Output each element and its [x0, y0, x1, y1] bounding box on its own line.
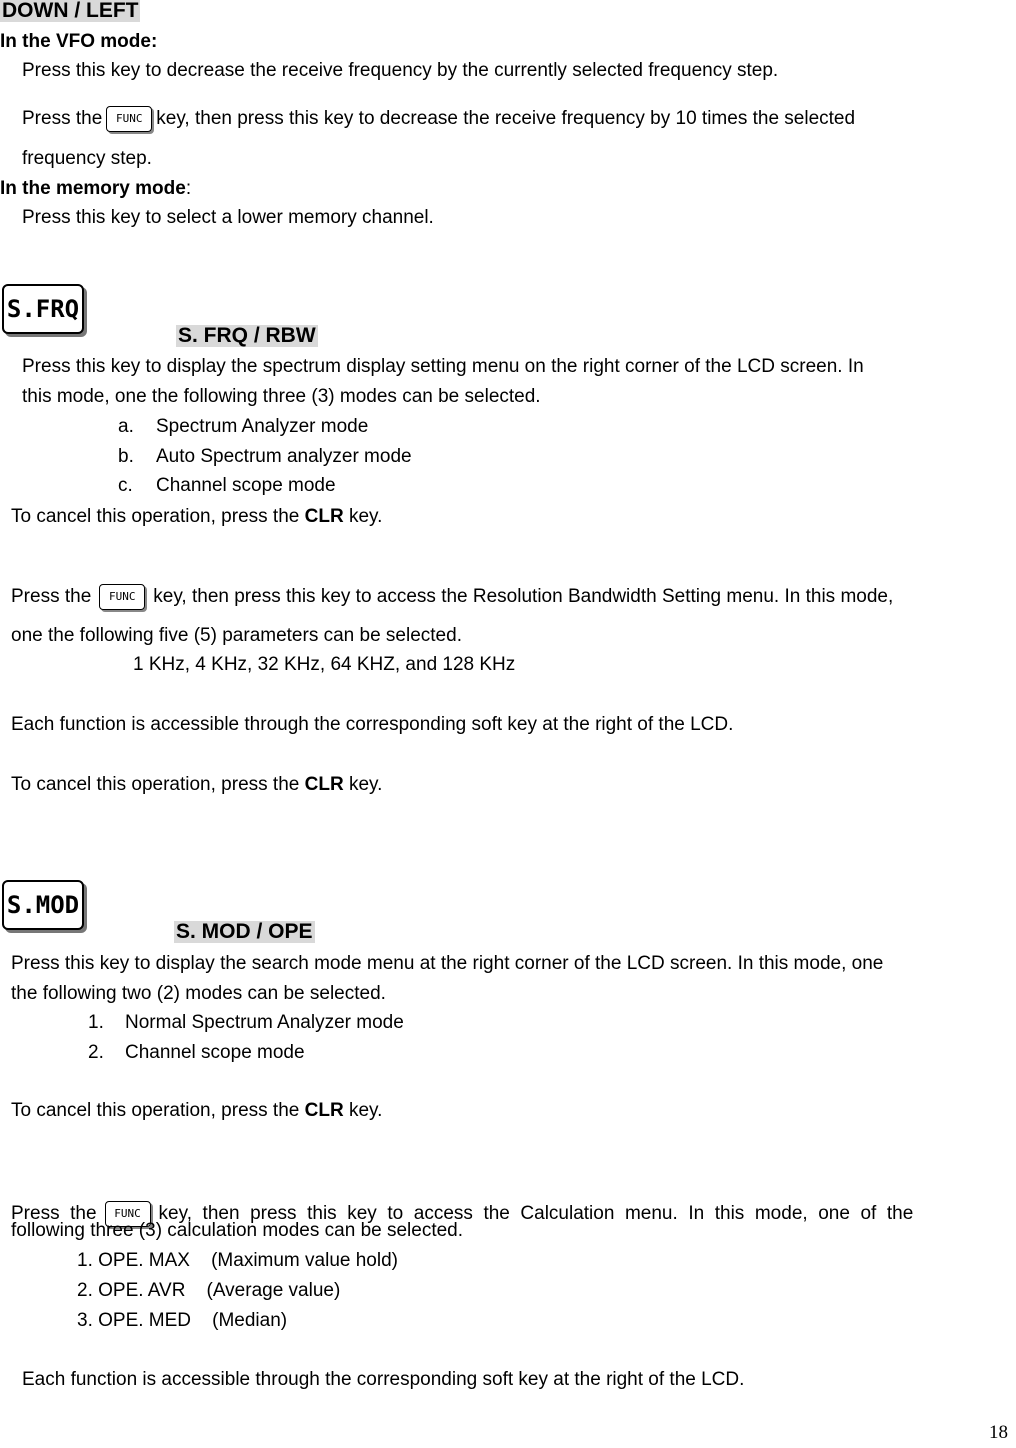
- func-key-icon: FUNC: [106, 106, 152, 132]
- vfo-paragraph-1: Press this key to decrease the receive frequency by the currently selected frequency step.: [22, 60, 779, 81]
- vfo-p2-pre: Press the: [22, 108, 103, 130]
- sfrq-mode-item: a. Spectrum Analyzer mode: [118, 416, 369, 437]
- memory-mode-colon: :: [185, 178, 192, 199]
- section-title-down-left: DOWN / LEFT: [2, 0, 139, 22]
- smod-func-paragraph: Press the FUNC key, then press this key to access the Calculation menu. In this mode, one of the: [11, 1179, 913, 1227]
- vfo-mode-heading: In the VFO mode:: [0, 31, 158, 52]
- smod-paragraph-line-2: the following two (2) modes can be selected.: [11, 983, 386, 1004]
- memory-paragraph: Press this key to select a lower memory channel.: [22, 207, 434, 228]
- vfo-paragraph-2: [22, 106, 855, 132]
- calc-mode-item: 1. OPE. MAX (Maximum value hold): [77, 1250, 398, 1271]
- calc-mode-item: 3. OPE. MED (Median): [77, 1310, 288, 1331]
- smod-paragraph-line-1: Press this key to display the search mode menu at the right corner of the LCD screen. In this mode, one: [11, 953, 884, 974]
- calc-mode-item: 2. OPE. AVR (Average value): [77, 1280, 341, 1301]
- section-title-s-mod-ope: S. MOD / OPE: [176, 920, 313, 943]
- sfrq-mode-item: c. Channel scope mode: [118, 475, 336, 496]
- func-key-icon: FUNC: [105, 1201, 151, 1227]
- smod-softkey-note: Each function is accessible through the corresponding soft key at the right of the LCD.: [22, 1369, 745, 1390]
- sfrq-cancel-line: To cancel this operation, press the CLR key.: [11, 506, 383, 527]
- page-number: 18: [989, 1422, 1008, 1443]
- vfo-p2-post: key, then press this key to decrease the receive frequency by 10 times the selected: [156, 108, 856, 130]
- section-title-s-frq-rbw: S. FRQ / RBW: [178, 324, 316, 347]
- clr-key-label: CLR: [304, 774, 344, 795]
- s-mod-key-icon: S.MOD: [2, 880, 84, 930]
- sfrq-mode-item: b. Auto Spectrum analyzer mode: [118, 446, 412, 467]
- sfrq-softkey-note: Each function is accessible through the corresponding soft key at the right of the LCD.: [11, 714, 734, 735]
- s-frq-key-icon: S.FRQ: [2, 284, 84, 334]
- sfrq-func-paragraph-cont: one the following five (5) parameters can be selected.: [11, 625, 462, 646]
- sfrq-func-paragraph: Press the FUNC key, then press this key to access the Resolution Bandwidth Setting menu. In this mode,: [11, 584, 893, 610]
- sfrq-cancel-line-2: To cancel this operation, press the CLR key.: [11, 774, 383, 795]
- smod-cancel-line: To cancel this operation, press the CLR key.: [11, 1100, 383, 1121]
- smod-mode-item: 2. Channel scope mode: [88, 1042, 305, 1063]
- vfo-p2-continued: frequency step.: [22, 148, 152, 169]
- clr-key-label: CLR: [304, 1100, 344, 1121]
- func-key-icon: FUNC: [99, 584, 145, 610]
- sfrq-paragraph-line-2: this mode, one the following three (3) modes can be selected.: [22, 386, 541, 407]
- smod-func-paragraph-cont: following three (3) calculation modes can be selected.: [11, 1220, 464, 1241]
- memory-mode-heading-line: [0, 178, 191, 200]
- smod-mode-item: 1. Normal Spectrum Analyzer mode: [88, 1012, 404, 1033]
- sfrq-paragraph-line-1: Press this key to display the spectrum display setting menu on the right corner of the LCD screen. In: [22, 356, 864, 377]
- memory-mode-heading: In the memory mode: [0, 178, 186, 199]
- rbw-parameters: 1 KHz, 4 KHz, 32 KHz, 64 KHZ, and 128 KHz: [133, 654, 516, 675]
- clr-key-label: CLR: [304, 506, 344, 527]
